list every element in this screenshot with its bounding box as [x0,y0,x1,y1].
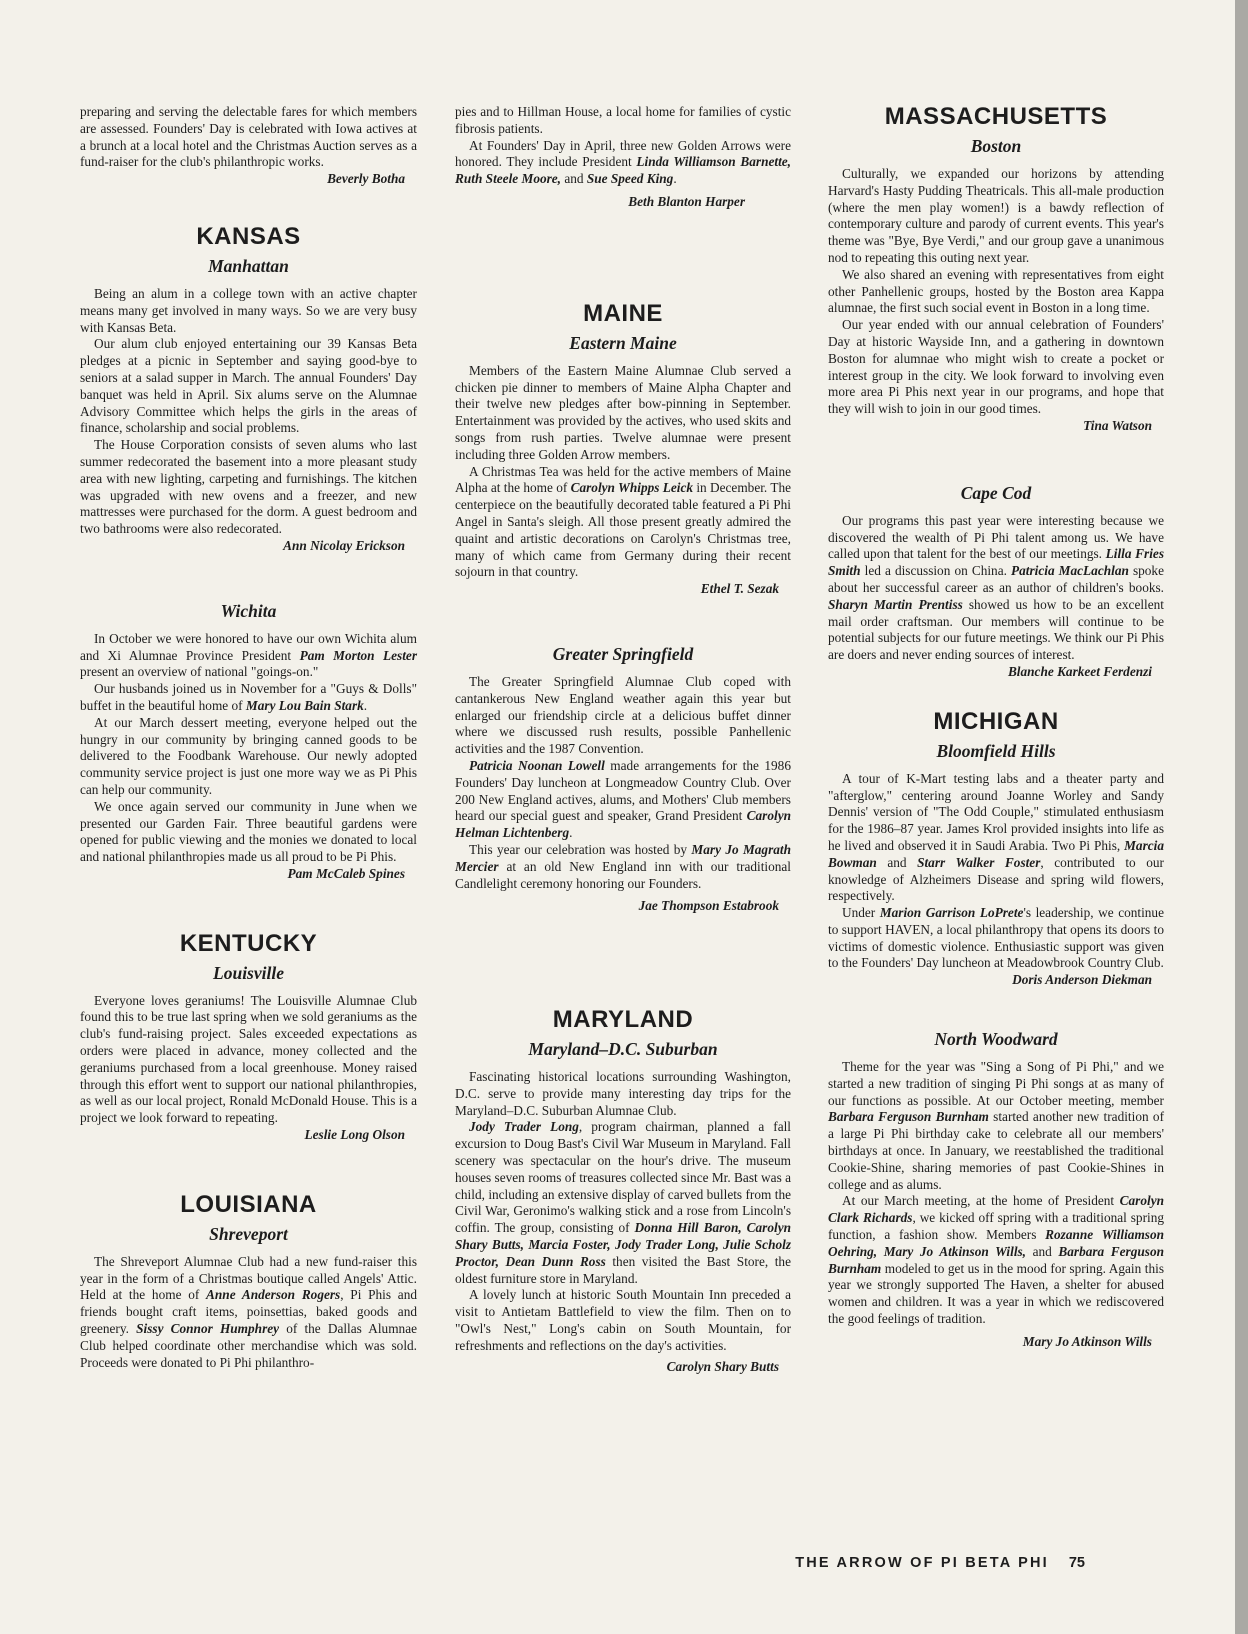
paragraph: At our March dessert meeting, everyone helped out the hungry in our community by bringing canned goods to be delivered to the Foodbank Warehouse. Our newly adopted community service project is just one more way we as Pi Phis can help our community. [80,714,417,797]
paragraph: Our alum club enjoyed entertaining our 39 Kansas Beta pledges at a picnic in September and saying good-bye to seniors at a salad supper in March. The annual Founders' Day banquet was held in April. Six alums serve on the Alumnae Advisory Committee which helps the girls in the areas of finance, scholarship and social problems. [80,336,417,436]
paragraph: A tour of K-Mart testing labs and a theater party and "afterglow," centering around Joanne Worley and Sandy Dennis' version of "The Odd Couple," stimulated enthusiasm for the 1986–87 year. James Krol provided insights into life as he lived and observed it in Saudi Arabia. Two Pi Phis, Marcia Bowman and Starr Walker Foster, contributed to our knowledge of Alzheimers Disease and spring wild flowers, respectively. [828,770,1164,904]
city-heading-bloomfield-hills: Bloomfield Hills [936,740,1056,761]
signature: Leslie Long Olson [304,1127,405,1143]
continued-paragraph: pies and to Hillman House, a local home for families of cystic fibrosis patients. [455,104,791,136]
paragraph: At our March meeting, at the home of President Carolyn Clark Richards, we kicked off spring with a traditional spring function, a fashion show. Members Rozanne Williamson Oehring, Mary Jo Atkinson Wills, and Barbara Ferguson Burnham modeled to get us in the mood for spring. Again this year we strongly supported The Haven, a shelter for abused women and children. It was a year in which we rediscovered the good feelings of tradition. [828,1193,1165,1327]
member-name: Mary Jo Magrath Mercier [455,841,791,874]
paragraph: Culturally, we expanded our horizons by attending Harvard's Hasty Pudding Theatricals. This all-male production (where the men play women!) is a bawdy reflection of contemporary culture and parody of current events. This year's theme was "Bye, Bye Verdi," and our group gave a unanimous nod to repeating this outing next year. [828,166,1164,265]
signature: Ethel T. Sezak [700,581,779,597]
column-2 [455,104,791,1375]
member-name: Sissy Connor Humphrey [136,1321,280,1337]
member-name: Sharyn Martin Prentiss [828,596,963,612]
paragraph: Our year ended with our annual celebration of Founders' Day at historic Wayside Inn, and a gathering in downtown Boston for alumnae who might wish to create a pocket or interest group in the city. We look forward to involving even more area Pi Phis next year in our programs, and hope that they will wish to join in our good times. [828,317,1164,417]
member-name: Rozanne Williamson Oehring, Mary Jo Atkinson Wills, [828,1227,1165,1259]
state-heading-michigan: MICHIGAN [933,707,1059,735]
state-heading-maine: MAINE [583,299,663,327]
publication-title: THE ARROW OF PI BETA PHI [795,1555,1049,1571]
member-name: Carolyn Whipps Leick [570,480,694,496]
signature: Tina Watson [1083,417,1152,433]
member-name: Anne Anderson Rogers [206,1287,341,1303]
member-name: Carolyn Clark Richards [828,1193,1164,1226]
signature: Beverly Botha [327,171,405,187]
member-name: Barbara Ferguson Burnham [828,1243,1164,1276]
paragraph: We once again served our community in June when we presented our Garden Fair. Three beautiful gardens were opened for public viewing and the monies we donated to local and national philanthropies made us all proud to be Pi Phis. [80,798,417,865]
state-heading-louisiana: LOUISIANA [180,1190,317,1218]
paragraph: Our programs this past year were interesting because we discovered the wealth of Pi Phi talent among us. We have called upon that talent for the best of our meetings. Lilla Fries Smith led a discussion on China. Patricia MacLachlan spoke about her successful career as an author of children's books. Sharyn Martin Prentiss showed us how to be an excellent mail order craftsman. Our members will continue to be potential subjects for our future meetings. We think our Pi Phis are doers and never ending sources of interest. [828,512,1164,663]
state-heading-maryland: MARYLAND [552,1006,694,1034]
page-footer [795,1555,1085,1571]
column-1 [80,104,417,1371]
city-heading-wichita: Wichita [220,600,277,621]
paragraph: Patricia Noonan Lowell made arrangements for the 1986 Founders' Day luncheon at Longmeadow Country Club. Over 200 New England actives, alums, and Mothers' Club members heard our special guest and speaker, Grand President Carolyn Helman Lichtenberg. [455,757,791,841]
member-name: Patricia Noonan Lowell [469,757,605,773]
paragraph: Fascinating historical locations surrounding Washington, D.C. serve to provide many interesting day trips for the Maryland–D.C. Suburban Alumnae Club. [455,1069,791,1118]
member-name: Marcia Bowman [828,837,1164,870]
signature: Blanche Karkeet Ferdenzi [1007,663,1152,679]
state-heading-kentucky: KENTUCKY [179,929,318,957]
signature: Jae Thompson Estabrook [638,898,779,914]
paragraph: Our husbands joined us in November for a "Guys & Dolls" buffet in the beautiful home of Mary Lou Bain Stark. [80,681,417,713]
member-name: Linda Williamson Barnette, Ruth Steele Moore, [455,154,791,187]
city-heading-cape-cod: Cape Cod [960,482,1032,503]
paragraph: The Shreveport Alumnae Club had a new fund-raiser this year in the form of a Christmas boutique called Angels' Attic. Held at the home of Anne Anderson Rogers, Pi Phis and friends bought craft items, poinsettias, baked goods and greenery. Sissy Connor Humphrey of the Dallas Alumnae Club helped coordinate other merchandise which was sold. Proceeds were donated to Pi Phi philanthro- [80,1253,417,1370]
city-heading-north-woodward: North Woodward [934,1029,1058,1050]
member-name: Mary Lou Bain Stark [245,697,364,713]
member-name: Starr Walker Foster [917,854,1041,870]
paragraph: At Founders' Day in April, three new Golden Arrows were honored. They include President Linda Williamson Barnette, Ruth Steele Moore, and Sue Speed King. [455,137,791,187]
paragraph: Theme for the year was "Sing a Song of Pi Phi," and we started a new tradition of singing Pi Phi songs at as many of our functions as possible. At our October meeting, member Barbara Ferguson Burnham started another new tradition of a large Pi Phi birthday cake to celebrate all our members' birthdays at once. In January, we reestablished the traditional Cookie-Shine, sharing memories of past Cookie-Shines in college and as alums. [828,1059,1164,1192]
signature: Pam McCaleb Spines [287,865,405,881]
member-name: Sue Speed King [586,171,674,187]
paragraph: A Christmas Tea was held for the active members of Maine Alpha at the home of Carolyn Whipps Leick in December. The centerpiece on the beautifully decorated table featured a Pi Phi Angel in Santa's sleigh. All those present greatly admired the quaint and artistic decorations on Carolyn's Christmas tree, many of which came from Germany during their recent sojourn in that country. [455,463,791,580]
city-heading-maryland-dc: Maryland–D.C. Suburban [528,1039,718,1060]
member-name: Donna Hill Baron, Carolyn Shary Butts, Marcia Foster, Jody Trader Long, Julie Scholz Proctor, Dean Dunn Ross [455,1220,791,1269]
signature: Beth Blanton Harper [628,193,745,209]
signature: Doris Anderson Diekman [1012,972,1152,988]
member-name: Lilla Fries Smith [828,546,1164,579]
city-heading-shreveport: Shreveport [209,1223,288,1244]
member-name: Pam Morton Lester [299,647,417,663]
member-name: Marion Garrison LoPrete [879,905,1024,921]
continued-paragraph: preparing and serving the delectable fares for which members are assessed. Founders' Day is celebrated with Iowa actives at a brunch at a local hotel and the Christmas Auction serves as a fund-raiser for the club's philanthropic works. [80,104,417,170]
city-heading-eastern-maine: Eastern Maine [569,332,677,353]
page-edge [1235,0,1248,1634]
paragraph: Under Marion Garrison LoPrete's leadership, we continue to support HAVEN, a local philanthropy that opens its doors to victims of domestic violence. Enthusiastic support was given to the Founders' Day luncheon at Meadowbrook Country Club. [828,905,1164,971]
paragraph: Being an alum in a college town with an active chapter means many get involved in many ways. So we are very busy with Kansas Beta. [80,285,417,335]
member-name: Barbara Ferguson Burnham [828,1109,989,1125]
paragraph: In October we were honored to have our own Wichita alum and Xi Alumnae Province President Pam Morton Lester present an overview of national "goings-on." [80,630,417,680]
column-3 [828,104,1164,1351]
member-name: Jody Trader Long [469,1119,579,1135]
city-heading-manhattan: Manhattan [208,255,289,276]
city-heading-louisville: Louisville [213,962,284,983]
city-heading-boston: Boston [970,136,1022,156]
paragraph: Everyone loves geraniums! The Louisville Alumnae Club found this to be true last spring when we sold geraniums as the club's fund-raising project. Sales exceeded expectations as orders were placed in advance, money collected and the geraniums purchased from a local greenhouse. Money raised through this effort went to support our national philanthropies, as well as our local project, Ronald McDonald House. This is a project we look forward to repeating. [80,992,417,1126]
city-heading-greater-springfield: Greater Springfield [552,643,694,664]
signature: Mary Jo Atkinson Wills [1022,1333,1152,1349]
member-name: Carolyn Helman Lichtenberg [455,808,791,841]
signature: Ann Nicolay Erickson [283,537,405,553]
paragraph: The Greater Springfield Alumnae Club coped with cantankerous New England weather again this year but enlarged our friendship circle at a delicious buffet dinner where we discussed rush results, possible Panhellenic activities and the 1987 Convention. [455,673,791,757]
paragraph: Jody Trader Long, program chairman, planned a fall excursion to Doug Bast's Civil War Museum in Maryland. Fall scenery was spectacular on the hour's drive. The museum houses seven rooms of treasures collected since Mr. Bast was a child, including an extensive display of carved bullets from the Civil War, Geronimo's walking stick and a rose from Lincoln's coffin. The group, consisting of Donna Hill Baron, Carolyn Shary Butts, Marcia Foster, Jody Trader Long, Julie Scholz Proctor, Dean Dunn Ross then visited the Bast Store, the oldest furniture store in Maryland. [455,1119,791,1286]
paragraph: Members of the Eastern Maine Alumnae Club served a chicken pie dinner to members of Maine Alpha Chapter and their twelve new pledges after bow-pinning in September. Entertainment was provided by the actives, who used skits and songs from rush parties. Twelve alumnae were present including three Golden Arrow members. [455,362,791,462]
signature: Carolyn Shary Butts [666,1358,779,1374]
member-name: Patricia MacLachlan [1011,563,1129,579]
paragraph: We also shared an evening with representatives from eight other Panhellenic groups, hosted by the Boston area Kappa alumnae, the first such social event in Boston in a long time. [828,266,1164,316]
state-heading-kansas: KANSAS [196,222,301,250]
page-number: 75 [1068,1555,1085,1571]
paragraph: A lovely lunch at historic South Mountain Inn preceded a visit to Antietam Battlefield to view the film. Then on to "Owl's Nest," Long's cabin on South Mountain, for refreshments and reflections on the day's activities. [455,1287,791,1353]
paragraph: This year our celebration was hosted by Mary Jo Magrath Mercier at an old New England inn with our traditional Candlelight ceremony honoring our Founders. [455,841,791,891]
state-heading-massachusetts: MASSACHUSETTS [884,103,1108,130]
paragraph: The House Corporation consists of seven alums who last summer redecorated the basement into a more pleasant study area with new lighting, carpeting and furnishings. The kitchen was upgraded with new ovens and a freezer, and new mattresses were purchased for the dorm. A guest bedroom and two bathrooms were also redecorated. [80,437,417,537]
